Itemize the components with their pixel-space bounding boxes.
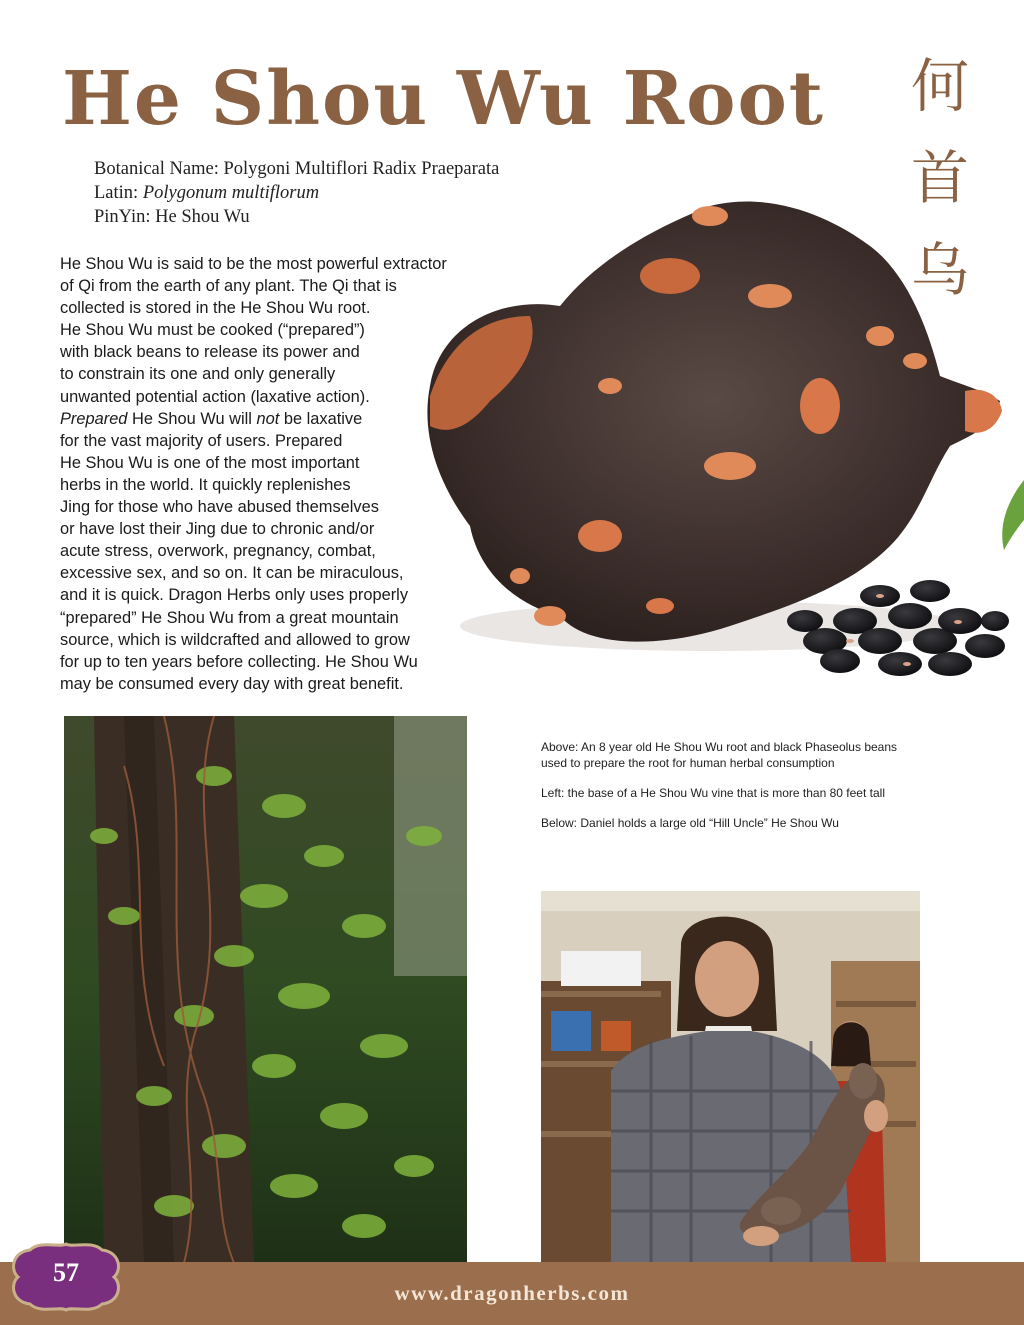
botanical-name: Botanical Name: Polygoni Multiflori Radix Praeparata (94, 159, 500, 179)
body-line: He Shou Wu must be cooked (“prepared”) (60, 321, 365, 340)
body-line: with black beans to release its power and (60, 343, 360, 362)
body-line: for the vast majority of users. Prepared (60, 431, 343, 450)
body-line: source, which is wildcrafted and allowed to grow (60, 630, 410, 649)
latin-value: Polygonum multiflorum (142, 183, 320, 203)
latin-label: Latin: (94, 183, 143, 203)
body-line: collected is stored in the He Shou Wu root. (60, 299, 371, 318)
body-line: herbs in the world. It quickly replenishes (60, 475, 351, 494)
body-line: He Shou Wu is said to be the most powerful extractor (60, 255, 447, 273)
daniel-photo (541, 891, 920, 1262)
vine-photo (64, 716, 467, 1263)
body-line: “prepared” He Shou Wu from a great mountain (60, 608, 399, 627)
body-line-emphasis (60, 408, 480, 430)
body-line: of Qi from the earth of any plant. The Qi that is (60, 277, 397, 296)
caption-below: Below: Daniel holds a large old “Hill Uncle” He Shou Wu (541, 816, 839, 830)
body-line: or have lost their Jing due to chronic and/or (60, 520, 375, 539)
body-fragment: He Shou Wu will (127, 409, 257, 428)
body-line: may be consumed every day with great benefit. (60, 674, 404, 693)
chinese-char-wu: 乌 (910, 236, 969, 304)
body-line: for up to ten years before collecting. He Shou Wu (60, 652, 418, 671)
caption-left: Left: the base of a He Shou Wu vine that is more than 80 feet tall (541, 786, 885, 800)
body-line: He Shou Wu is one of the most important (60, 453, 360, 472)
photo-captions (541, 739, 921, 845)
page-title: He Shou Wu Root (62, 56, 825, 142)
chinese-char-he: 何 (910, 52, 969, 120)
chinese-char-shou: 首 (910, 144, 969, 212)
footer-url[interactable]: www.dragonherbs.com (394, 1281, 630, 1305)
emphasis-prepared: Prepared (60, 409, 128, 428)
emphasis-not: not (256, 409, 280, 428)
body-paragraph (60, 253, 480, 695)
pinyin-name: PinYin: He Shou Wu (94, 207, 250, 227)
page-number: 57 (53, 1258, 79, 1287)
body-line: Jing for those who have abused themselves (60, 498, 379, 517)
body-line: to constrain its one and only generally (60, 365, 336, 384)
caption-above: Above: An 8 year old He Shou Wu root and black Phaseolus beans used to prepare the root for human herbal consumption (541, 740, 898, 770)
body-line: acute stress, overwork, pregnancy, combat, (60, 542, 376, 561)
he-shou-wu-root-photo (410, 186, 1010, 686)
body-line: excessive sex, and so on. It can be miraculous, (60, 564, 404, 583)
body-fragment: be laxative (279, 409, 363, 428)
body-line: and it is quick. Dragon Herbs only uses properly (60, 586, 409, 605)
leaf-decoration (998, 480, 1024, 550)
body-line: unwanted potential action (laxative action). (60, 387, 370, 406)
